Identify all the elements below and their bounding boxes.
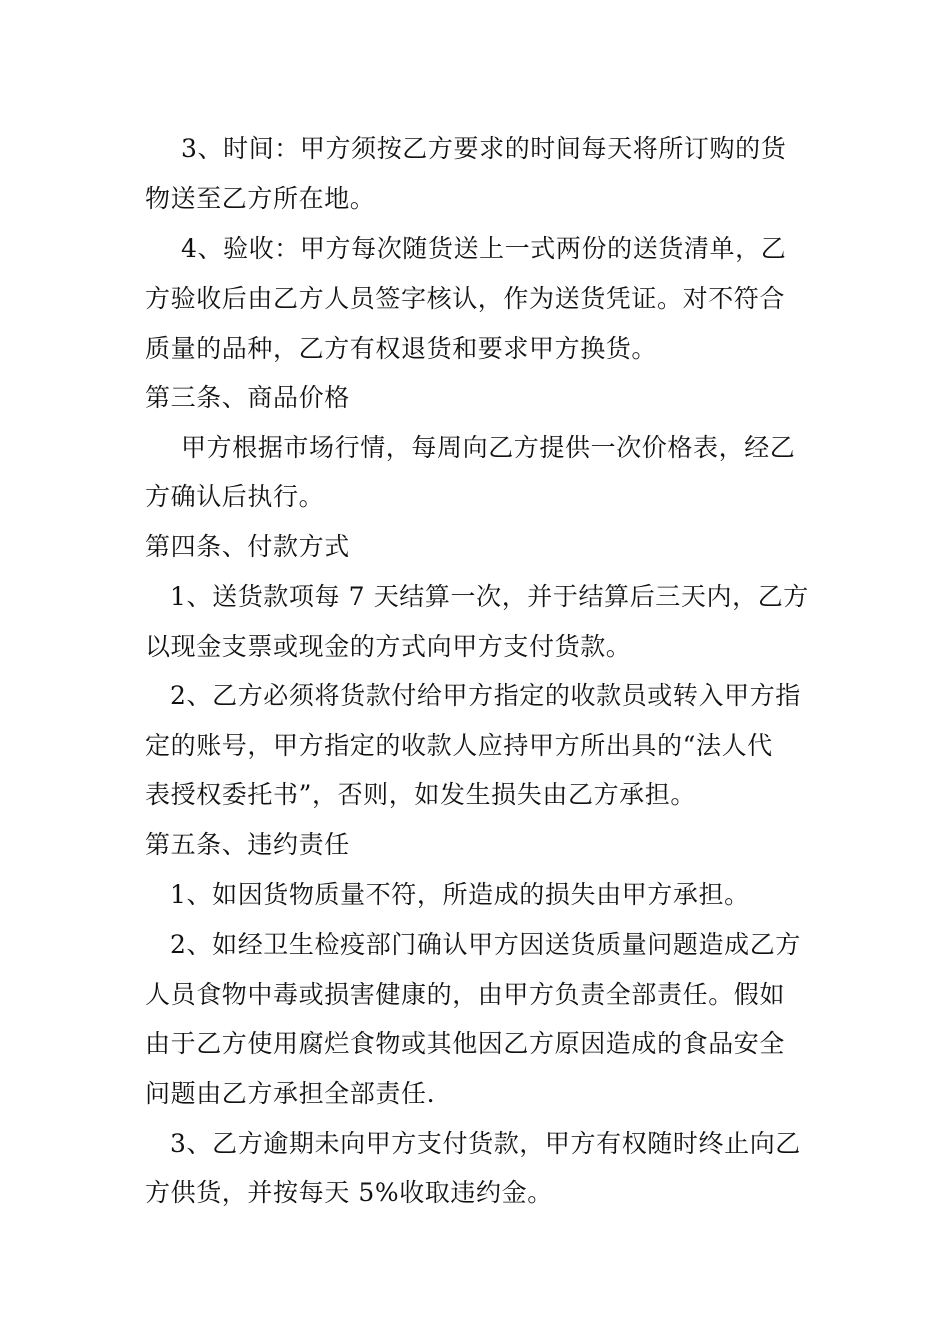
clause-5-item-2-line-4: 问题由乙方承担全部责任. — [145, 1079, 436, 1108]
section-heading-3: 第三条、商品价格 — [145, 383, 350, 412]
clause-5-item-2-line-3: 由于乙方使用腐烂食物或其他因乙方原因造成的食品安全 — [145, 1029, 786, 1058]
clause-2-item-4-line-1: 4、验收：甲方每次随货送上一式两份的送货清单，乙 — [181, 234, 787, 263]
clause-4-item-2-line-3: 表授权委托书”，否则，如发生损失由乙方承担。 — [145, 780, 696, 809]
clause-2-item-3-line-1: 3、时间：甲方须按乙方要求的时间每天将所订购的货 — [181, 134, 787, 163]
clause-5-item-3-line-2: 方供货，并按每天 5%收取违约金。 — [145, 1178, 553, 1207]
clause-2-item-4-line-2: 方验收后由乙方人员签字核认，作为送货凭证。对不符合 — [145, 284, 786, 313]
clause-3-line-2: 方确认后执行。 — [145, 482, 325, 511]
clause-5-item-1: 1、如因货物质量不符，所造成的损失由甲方承担。 — [170, 880, 750, 909]
clause-5-item-2-line-2: 人员食物中毒或损害健康的，由甲方负责全部责任。假如 — [145, 980, 786, 1009]
clause-2-item-3-line-2: 物送至乙方所在地。 — [145, 184, 376, 213]
clause-4-item-1-line-2: 以现金支票或现金的方式向甲方支付货款。 — [145, 632, 632, 661]
clause-5-item-2-line-1: 2、如经卫生检疫部门确认甲方因送货质量问题造成乙方 — [170, 930, 801, 959]
clause-5-item-3-line-1: 3、乙方逾期未向甲方支付货款，甲方有权随时终止向乙 — [170, 1129, 801, 1158]
clause-4-item-2-line-1: 2、乙方必须将货款付给甲方指定的收款员或转入甲方指 — [170, 681, 801, 710]
clause-4-item-1-line-1: 1、送货款项每 7 天结算一次，并于结算后三天内，乙方 — [170, 582, 809, 611]
clause-3-line-1: 甲方根据市场行情，每周向乙方提供一次价格表，经乙 — [181, 433, 796, 462]
section-heading-4: 第四条、付款方式 — [145, 532, 350, 561]
section-heading-5: 第五条、违约责任 — [145, 830, 350, 859]
clause-4-item-2-line-2: 定的账号，甲方指定的收款人应持甲方所出具的“法人代 — [145, 731, 773, 760]
clause-2-item-4-line-3: 质量的品种，乙方有权退货和要求甲方换货。 — [145, 334, 658, 363]
